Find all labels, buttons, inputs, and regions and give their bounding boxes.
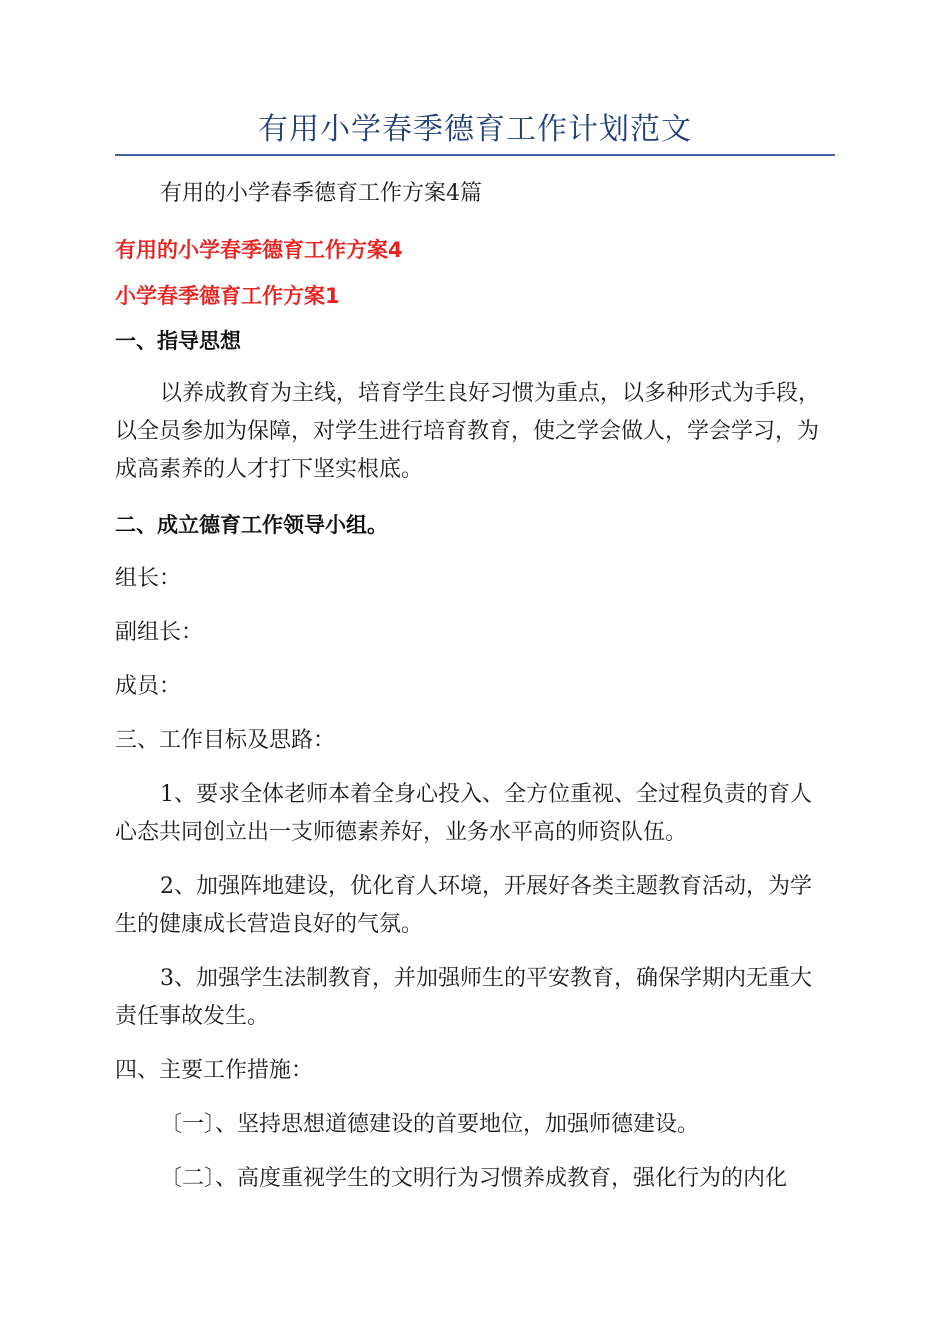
goal-1-line-1: 1、要求全体老师本着全身心投入、全方位重视、全过程负责的育人 — [160, 782, 812, 807]
section-1-paragraph-line-3: 成高素养的人才打下坚实根底。 — [115, 457, 424, 482]
section-2-heading: 二、成立德育工作领导小组。 — [115, 513, 388, 537]
goal-3-line-2: 责任事故发生。 — [115, 1004, 270, 1029]
section-4-heading: 四、主要工作措施： — [115, 1058, 314, 1083]
red-heading-2: 小学春季德育工作方案1 — [115, 284, 340, 308]
measure-1: 〔一〕、坚持思想道德建设的首要地位，加强师德建设。 — [160, 1112, 700, 1137]
section-1-heading: 一、指导思想 — [115, 329, 241, 353]
section-3-heading: 三、工作目标及思路： — [115, 728, 336, 753]
red-heading-1: 有用的小学春季德育工作方案4 — [115, 238, 403, 262]
goal-3-line-1: 3、加强学生法制教育，并加强师生的平安教育，确保学期内无重大 — [160, 966, 812, 991]
leader-field: 组长： — [115, 566, 182, 591]
measure-2: 〔二〕、高度重视学生的文明行为习惯养成教育，强化行为的内化 — [160, 1166, 788, 1191]
section-1-paragraph-line-1: 以养成教育为主线，培育学生良好习惯为重点，以多种形式为手段， — [160, 381, 821, 406]
vice-leader-field: 副组长： — [115, 620, 204, 645]
goal-2-line-2: 生的健康成长营造良好的气氛。 — [115, 912, 424, 937]
intro-line: 有用的小学春季德育工作方案4篇 — [160, 181, 482, 206]
goal-1-line-2: 心态共同创立出一支师德素养好，业务水平高的师资队伍。 — [115, 820, 688, 845]
document-title: 有用小学春季德育工作计划范文 — [258, 112, 692, 147]
section-1-paragraph-line-2: 以全员参加为保障，对学生进行培育教育，使之学会做人，学会学习，为 — [115, 419, 820, 444]
goal-2-line-1: 2、加强阵地建设，优化育人环境，开展好各类主题教育活动，为学 — [160, 874, 812, 899]
title-underline — [115, 154, 835, 156]
members-field: 成员： — [115, 674, 182, 699]
